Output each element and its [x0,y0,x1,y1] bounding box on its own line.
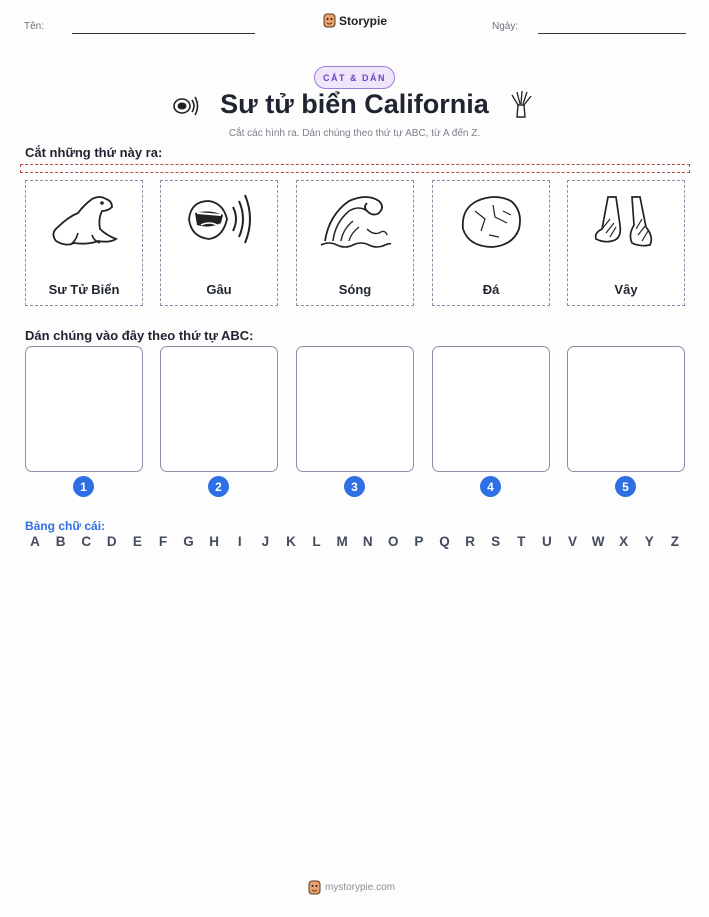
alphabet-letter: B [55,534,66,549]
brand-name: Storypie [339,13,388,28]
alphabet-letter: T [517,534,526,549]
cut-card-bark[interactable] [160,180,278,306]
cut-section-title: Cắt những thứ này ra: [25,145,163,160]
alphabet-letter: E [132,534,142,549]
alphabet-letter: C [81,534,92,549]
alphabet-row [25,534,685,549]
brand-logo [323,13,387,28]
card-label: Sóng [338,282,372,297]
card-label: Sư Tử Biển [48,282,120,297]
paste-box-2[interactable] [160,346,278,472]
anemone-icon [508,89,534,119]
paste-box-4[interactable] [432,346,550,472]
worksheet-instructions: Cắt các hình ra. Dán chúng theo thứ tự ABC, từ A đến Z. [228,128,481,139]
alphabet-letter: Z [670,534,679,549]
alphabet-letter: M [336,534,348,549]
cut-card-sea-lion[interactable] [25,180,143,306]
alphabet-letter: S [491,534,501,549]
alphabet-letter: U [542,534,552,549]
cut-card-rock[interactable] [432,180,550,306]
paste-section-title: Dán chúng vào đây theo thứ tự ABC: [25,328,254,343]
alphabet-letter: F [158,534,168,549]
order-number-4: 4 [480,476,501,497]
paste-box-3[interactable] [296,346,414,472]
alphabet-letter: I [237,534,242,549]
order-number-2: 2 [208,476,229,497]
alphabet-letter: Q [439,534,450,549]
worksheet-title: Sư tử biển California [220,89,489,119]
card-label: Gâu [206,282,232,297]
alphabet-title: Bảng chữ cái: [25,519,106,533]
name-label: Tên: [24,21,45,32]
alphabet-letter: G [183,534,194,549]
card-label: Đá [482,282,500,297]
name-line [72,33,255,34]
alphabet-letter: P [414,534,424,549]
date-line [538,33,686,34]
alphabet-letter: Y [644,534,654,549]
paste-box-1[interactable] [25,346,143,472]
alphabet-letter: L [312,534,321,549]
activity-tag: CẮT & DÁN [314,66,395,89]
alphabet-letter: H [209,534,220,549]
alphabet-letter: R [465,534,475,549]
order-number-1: 1 [73,476,94,497]
alphabet-letter: K [286,534,296,549]
alphabet-letter: O [388,534,399,549]
alphabet-letter: D [106,534,117,549]
alphabet-letter: W [591,534,605,549]
alphabet-letter: X [619,534,629,549]
cut-card-wave[interactable] [296,180,414,306]
alphabet-letter: A [30,534,40,549]
cut-line [20,164,690,173]
order-number-3: 3 [344,476,365,497]
storypie-mascot-icon [323,13,336,28]
alphabet-letter: V [567,534,577,549]
storypie-mascot-icon [308,880,321,895]
footer-site[interactable]: mystorypie.com [325,882,396,893]
card-label: Vây [614,282,638,297]
cut-card-flippers[interactable] [567,180,685,306]
flipper-icon [590,189,664,255]
rock-icon [455,189,529,255]
footer [308,880,395,895]
alphabet-letter: J [261,534,270,549]
barking-mouth-icon [183,189,257,255]
paste-box-5[interactable] [567,346,685,472]
alphabet-letter: N [362,534,373,549]
worksheet-header [0,0,709,50]
date-label: Ngày: [492,21,519,32]
sea-lion-icon [48,189,122,255]
order-number-5: 5 [615,476,636,497]
wave-icon [319,189,393,255]
